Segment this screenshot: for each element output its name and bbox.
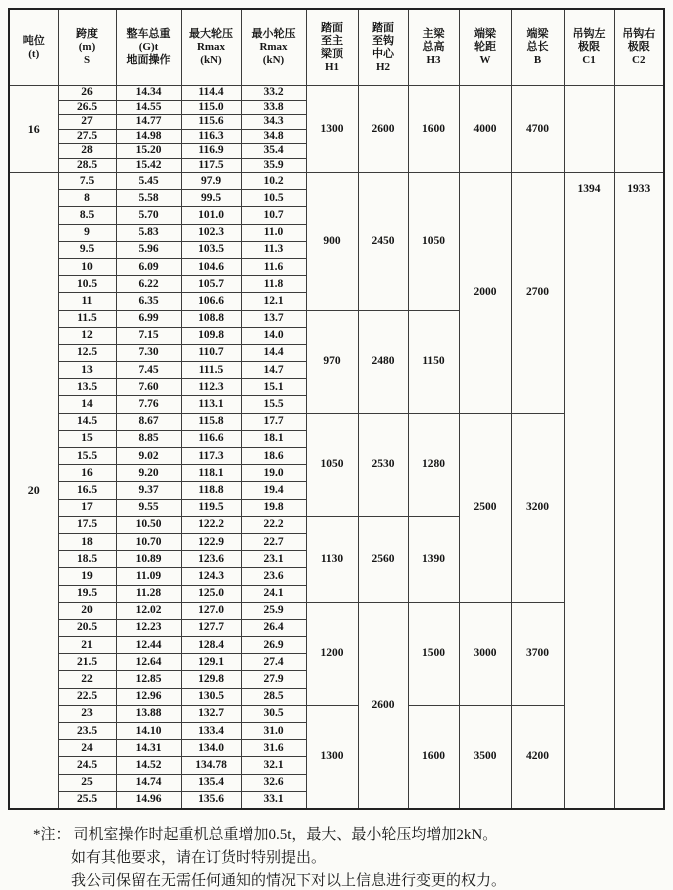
span-cell: 27	[58, 115, 116, 130]
footnote-text: 司机室操作时起重机总重增加0.5t，最大、最小轮压均增加2kN。	[73, 826, 498, 843]
rmin-cell: 12.1	[241, 293, 306, 310]
rmax-cell: 134.78	[181, 757, 241, 774]
weight-cell: 9.55	[116, 499, 181, 516]
merged-cell-c1	[564, 86, 614, 173]
weight-cell: 5.45	[116, 173, 181, 190]
span-cell: 10	[58, 258, 116, 275]
weight-cell: 14.77	[116, 115, 181, 130]
weight-cell: 8.67	[116, 413, 181, 430]
merged-cell-b: 3200	[511, 413, 564, 602]
merged-cell-h1: 1130	[306, 516, 358, 602]
rmax-cell: 115.6	[181, 115, 241, 130]
rmax-cell: 135.4	[181, 774, 241, 791]
rmax-cell: 102.3	[181, 224, 241, 241]
span-cell: 16.5	[58, 482, 116, 499]
weight-cell: 12.64	[116, 654, 181, 671]
rmax-cell: 117.5	[181, 158, 241, 173]
merged-cell-h2: 2480	[358, 310, 408, 413]
tonnage-cell: 16	[9, 86, 58, 173]
span-cell: 10.5	[58, 276, 116, 293]
merged-cell-h2: 2600	[358, 86, 408, 173]
column-header: 吊钩左 极限 C1	[564, 9, 614, 86]
rmax-cell: 118.1	[181, 465, 241, 482]
merged-cell-c2	[614, 86, 664, 173]
weight-cell: 12.23	[116, 619, 181, 636]
weight-cell: 6.09	[116, 258, 181, 275]
rmin-cell: 19.8	[241, 499, 306, 516]
weight-cell: 14.31	[116, 740, 181, 757]
merged-cell-w: 3000	[459, 602, 511, 705]
column-header: 端梁 轮距 W	[459, 9, 511, 86]
rmax-cell: 133.4	[181, 723, 241, 740]
span-cell: 24.5	[58, 757, 116, 774]
weight-cell: 14.55	[116, 100, 181, 115]
weight-cell: 5.58	[116, 190, 181, 207]
rmax-cell: 124.3	[181, 568, 241, 585]
merged-cell-w: 4000	[459, 86, 511, 173]
weight-cell: 9.02	[116, 448, 181, 465]
rmin-cell: 15.5	[241, 396, 306, 413]
weight-cell: 10.50	[116, 516, 181, 533]
span-cell: 26	[58, 86, 116, 101]
column-header: 最大轮压 Rmax (kN)	[181, 9, 241, 86]
rmax-cell: 109.8	[181, 327, 241, 344]
rmax-cell: 110.7	[181, 344, 241, 361]
rmin-cell: 22.2	[241, 516, 306, 533]
rmin-cell: 19.4	[241, 482, 306, 499]
span-cell: 28	[58, 144, 116, 159]
merged-cell-b: 4200	[511, 705, 564, 809]
rmax-cell: 132.7	[181, 705, 241, 722]
table-row	[9, 173, 664, 190]
header-row	[9, 9, 664, 86]
weight-cell: 12.85	[116, 671, 181, 688]
merged-cell-c2: 1933	[614, 173, 664, 809]
rmin-cell: 10.5	[241, 190, 306, 207]
span-cell: 23	[58, 705, 116, 722]
merged-cell-h1: 1200	[306, 602, 358, 705]
span-cell: 20	[58, 602, 116, 619]
rmin-cell: 24.1	[241, 585, 306, 602]
span-cell: 11	[58, 293, 116, 310]
rmax-cell: 101.0	[181, 207, 241, 224]
rmax-cell: 115.8	[181, 413, 241, 430]
crane-spec-table	[8, 8, 665, 810]
rmax-cell: 128.4	[181, 637, 241, 654]
column-header: 主梁 总高 H3	[408, 9, 459, 86]
rmax-cell: 122.9	[181, 533, 241, 550]
weight-cell: 14.96	[116, 791, 181, 809]
column-header: 吨位 (t)	[9, 9, 58, 86]
merged-cell-h1: 900	[306, 173, 358, 311]
rmax-cell: 127.7	[181, 619, 241, 636]
merged-cell-h2: 2450	[358, 173, 408, 311]
span-cell: 25	[58, 774, 116, 791]
rmin-cell: 22.7	[241, 533, 306, 550]
weight-cell: 5.70	[116, 207, 181, 224]
rmin-cell: 14.7	[241, 362, 306, 379]
weight-cell: 6.35	[116, 293, 181, 310]
span-cell: 22.5	[58, 688, 116, 705]
span-cell: 26.5	[58, 100, 116, 115]
span-cell: 9.5	[58, 241, 116, 258]
merged-cell-w: 2500	[459, 413, 511, 602]
rmin-cell: 34.3	[241, 115, 306, 130]
rmax-cell: 106.6	[181, 293, 241, 310]
table-row	[9, 86, 664, 101]
rmax-cell: 135.6	[181, 791, 241, 809]
rmax-cell: 99.5	[181, 190, 241, 207]
rmin-cell: 28.5	[241, 688, 306, 705]
rmin-cell: 23.1	[241, 551, 306, 568]
rmin-cell: 11.3	[241, 241, 306, 258]
merged-cell-h2: 2600	[358, 602, 408, 809]
merged-cell-h3: 1390	[408, 516, 459, 602]
rmin-cell: 13.7	[241, 310, 306, 327]
span-cell: 11.5	[58, 310, 116, 327]
rmax-cell: 130.5	[181, 688, 241, 705]
column-header: 踏面 至钩 中心 H2	[358, 9, 408, 86]
merged-cell-h3: 1150	[408, 310, 459, 413]
rmax-cell: 129.8	[181, 671, 241, 688]
span-cell: 13	[58, 362, 116, 379]
span-cell: 8	[58, 190, 116, 207]
rmin-cell: 33.8	[241, 100, 306, 115]
rmax-cell: 103.5	[181, 241, 241, 258]
span-cell: 7.5	[58, 173, 116, 190]
rmax-cell: 129.1	[181, 654, 241, 671]
weight-cell: 14.98	[116, 129, 181, 144]
weight-cell: 12.96	[116, 688, 181, 705]
merged-cell-h2: 2530	[358, 413, 408, 516]
rmin-cell: 34.8	[241, 129, 306, 144]
rmax-cell: 123.6	[181, 551, 241, 568]
rmin-cell: 32.1	[241, 757, 306, 774]
weight-cell: 15.42	[116, 158, 181, 173]
span-cell: 16	[58, 465, 116, 482]
rmax-cell: 125.0	[181, 585, 241, 602]
span-cell: 18.5	[58, 551, 116, 568]
weight-cell: 11.28	[116, 585, 181, 602]
span-cell: 24	[58, 740, 116, 757]
rmax-cell: 116.9	[181, 144, 241, 159]
rmin-cell: 18.1	[241, 430, 306, 447]
rmin-cell: 35.4	[241, 144, 306, 159]
rmin-cell: 19.0	[241, 465, 306, 482]
rmax-cell: 114.4	[181, 86, 241, 101]
rmin-cell: 10.2	[241, 173, 306, 190]
footnotes	[33, 824, 673, 890]
span-cell: 12.5	[58, 344, 116, 361]
footnote-line	[33, 824, 673, 847]
rmax-cell: 116.6	[181, 430, 241, 447]
rmin-cell: 11.0	[241, 224, 306, 241]
merged-cell-h1: 1050	[306, 413, 358, 516]
table-body	[9, 86, 664, 809]
rmin-cell: 30.5	[241, 705, 306, 722]
span-cell: 22	[58, 671, 116, 688]
column-header: 端梁 总长 B	[511, 9, 564, 86]
weight-cell: 9.37	[116, 482, 181, 499]
weight-cell: 6.99	[116, 310, 181, 327]
footnote-line: 如有其他要求，请在订货时特别提出。	[71, 849, 327, 866]
rmin-cell: 25.9	[241, 602, 306, 619]
merged-cell-h3: 1500	[408, 602, 459, 705]
weight-cell: 7.60	[116, 379, 181, 396]
merged-cell-h3: 1050	[408, 173, 459, 311]
weight-cell: 7.30	[116, 344, 181, 361]
span-cell: 14	[58, 396, 116, 413]
rmin-cell: 11.6	[241, 258, 306, 275]
rmin-cell: 11.8	[241, 276, 306, 293]
weight-cell: 9.20	[116, 465, 181, 482]
weight-cell: 15.20	[116, 144, 181, 159]
rmax-cell: 97.9	[181, 173, 241, 190]
rmin-cell: 35.9	[241, 158, 306, 173]
span-cell: 27.5	[58, 129, 116, 144]
rmax-cell: 116.3	[181, 129, 241, 144]
span-cell: 17	[58, 499, 116, 516]
weight-cell: 10.89	[116, 551, 181, 568]
weight-cell: 6.22	[116, 276, 181, 293]
weight-cell: 13.88	[116, 705, 181, 722]
rmin-cell: 26.9	[241, 637, 306, 654]
rmax-cell: 111.5	[181, 362, 241, 379]
rmax-cell: 105.7	[181, 276, 241, 293]
span-cell: 23.5	[58, 723, 116, 740]
weight-cell: 12.44	[116, 637, 181, 654]
span-cell: 12	[58, 327, 116, 344]
rmax-cell: 127.0	[181, 602, 241, 619]
rmin-cell: 31.6	[241, 740, 306, 757]
rmin-cell: 27.4	[241, 654, 306, 671]
weight-cell: 14.74	[116, 774, 181, 791]
merged-cell-h1: 1300	[306, 86, 358, 173]
rmin-cell: 33.1	[241, 791, 306, 809]
span-cell: 19	[58, 568, 116, 585]
rmin-cell: 10.7	[241, 207, 306, 224]
weight-cell: 14.52	[116, 757, 181, 774]
span-cell: 15	[58, 430, 116, 447]
rmin-cell: 15.1	[241, 379, 306, 396]
column-header: 吊钩右 极限 C2	[614, 9, 664, 86]
span-cell: 19.5	[58, 585, 116, 602]
merged-cell-h3: 1280	[408, 413, 459, 516]
weight-cell: 14.34	[116, 86, 181, 101]
span-cell: 21	[58, 637, 116, 654]
weight-cell: 7.76	[116, 396, 181, 413]
tonnage-cell: 20	[9, 173, 58, 809]
merged-cell-h2: 2560	[358, 516, 408, 602]
weight-cell: 14.10	[116, 723, 181, 740]
span-cell: 14.5	[58, 413, 116, 430]
merged-cell-c1: 1394	[564, 173, 614, 809]
rmax-cell: 134.0	[181, 740, 241, 757]
merged-cell-h3: 1600	[408, 705, 459, 809]
span-cell: 8.5	[58, 207, 116, 224]
weight-cell: 12.02	[116, 602, 181, 619]
footnote-asterisk-label: *注：	[33, 826, 71, 843]
merged-cell-b: 4700	[511, 86, 564, 173]
rmin-cell: 26.4	[241, 619, 306, 636]
span-cell: 15.5	[58, 448, 116, 465]
column-header: 最小轮压 Rmax (kN)	[241, 9, 306, 86]
weight-cell: 10.70	[116, 533, 181, 550]
rmin-cell: 17.7	[241, 413, 306, 430]
rmax-cell: 119.5	[181, 499, 241, 516]
rmin-cell: 31.0	[241, 723, 306, 740]
span-cell: 9	[58, 224, 116, 241]
rmin-cell: 33.2	[241, 86, 306, 101]
merged-cell-h1: 1300	[306, 705, 358, 809]
span-cell: 21.5	[58, 654, 116, 671]
weight-cell: 5.83	[116, 224, 181, 241]
column-header: 跨度 (m) S	[58, 9, 116, 86]
span-cell: 17.5	[58, 516, 116, 533]
span-cell: 13.5	[58, 379, 116, 396]
rmax-cell: 113.1	[181, 396, 241, 413]
rmin-cell: 27.9	[241, 671, 306, 688]
merged-cell-h3: 1600	[408, 86, 459, 173]
rmax-cell: 117.3	[181, 448, 241, 465]
column-header: 整车总重 (G)t 地面操作	[116, 9, 181, 86]
footnote-line: 我公司保留在无需任何通知的情况下对以上信息进行变更的权力。	[71, 872, 507, 889]
merged-cell-b: 2700	[511, 173, 564, 414]
span-cell: 28.5	[58, 158, 116, 173]
weight-cell: 8.85	[116, 430, 181, 447]
merged-cell-b: 3700	[511, 602, 564, 705]
rmin-cell: 14.4	[241, 344, 306, 361]
rmax-cell: 115.0	[181, 100, 241, 115]
rmin-cell: 18.6	[241, 448, 306, 465]
weight-cell: 5.96	[116, 241, 181, 258]
rmax-cell: 118.8	[181, 482, 241, 499]
weight-cell: 7.15	[116, 327, 181, 344]
rmin-cell: 14.0	[241, 327, 306, 344]
rmin-cell: 23.6	[241, 568, 306, 585]
merged-cell-w: 3500	[459, 705, 511, 809]
span-cell: 18	[58, 533, 116, 550]
span-cell: 20.5	[58, 619, 116, 636]
merged-cell-h1: 970	[306, 310, 358, 413]
table-header-row	[9, 9, 664, 86]
span-cell: 25.5	[58, 791, 116, 809]
rmin-cell: 32.6	[241, 774, 306, 791]
column-header: 踏面 至主 梁顶 H1	[306, 9, 358, 86]
rmax-cell: 108.8	[181, 310, 241, 327]
weight-cell: 7.45	[116, 362, 181, 379]
rmax-cell: 122.2	[181, 516, 241, 533]
rmax-cell: 104.6	[181, 258, 241, 275]
weight-cell: 11.09	[116, 568, 181, 585]
merged-cell-w: 2000	[459, 173, 511, 414]
rmax-cell: 112.3	[181, 379, 241, 396]
